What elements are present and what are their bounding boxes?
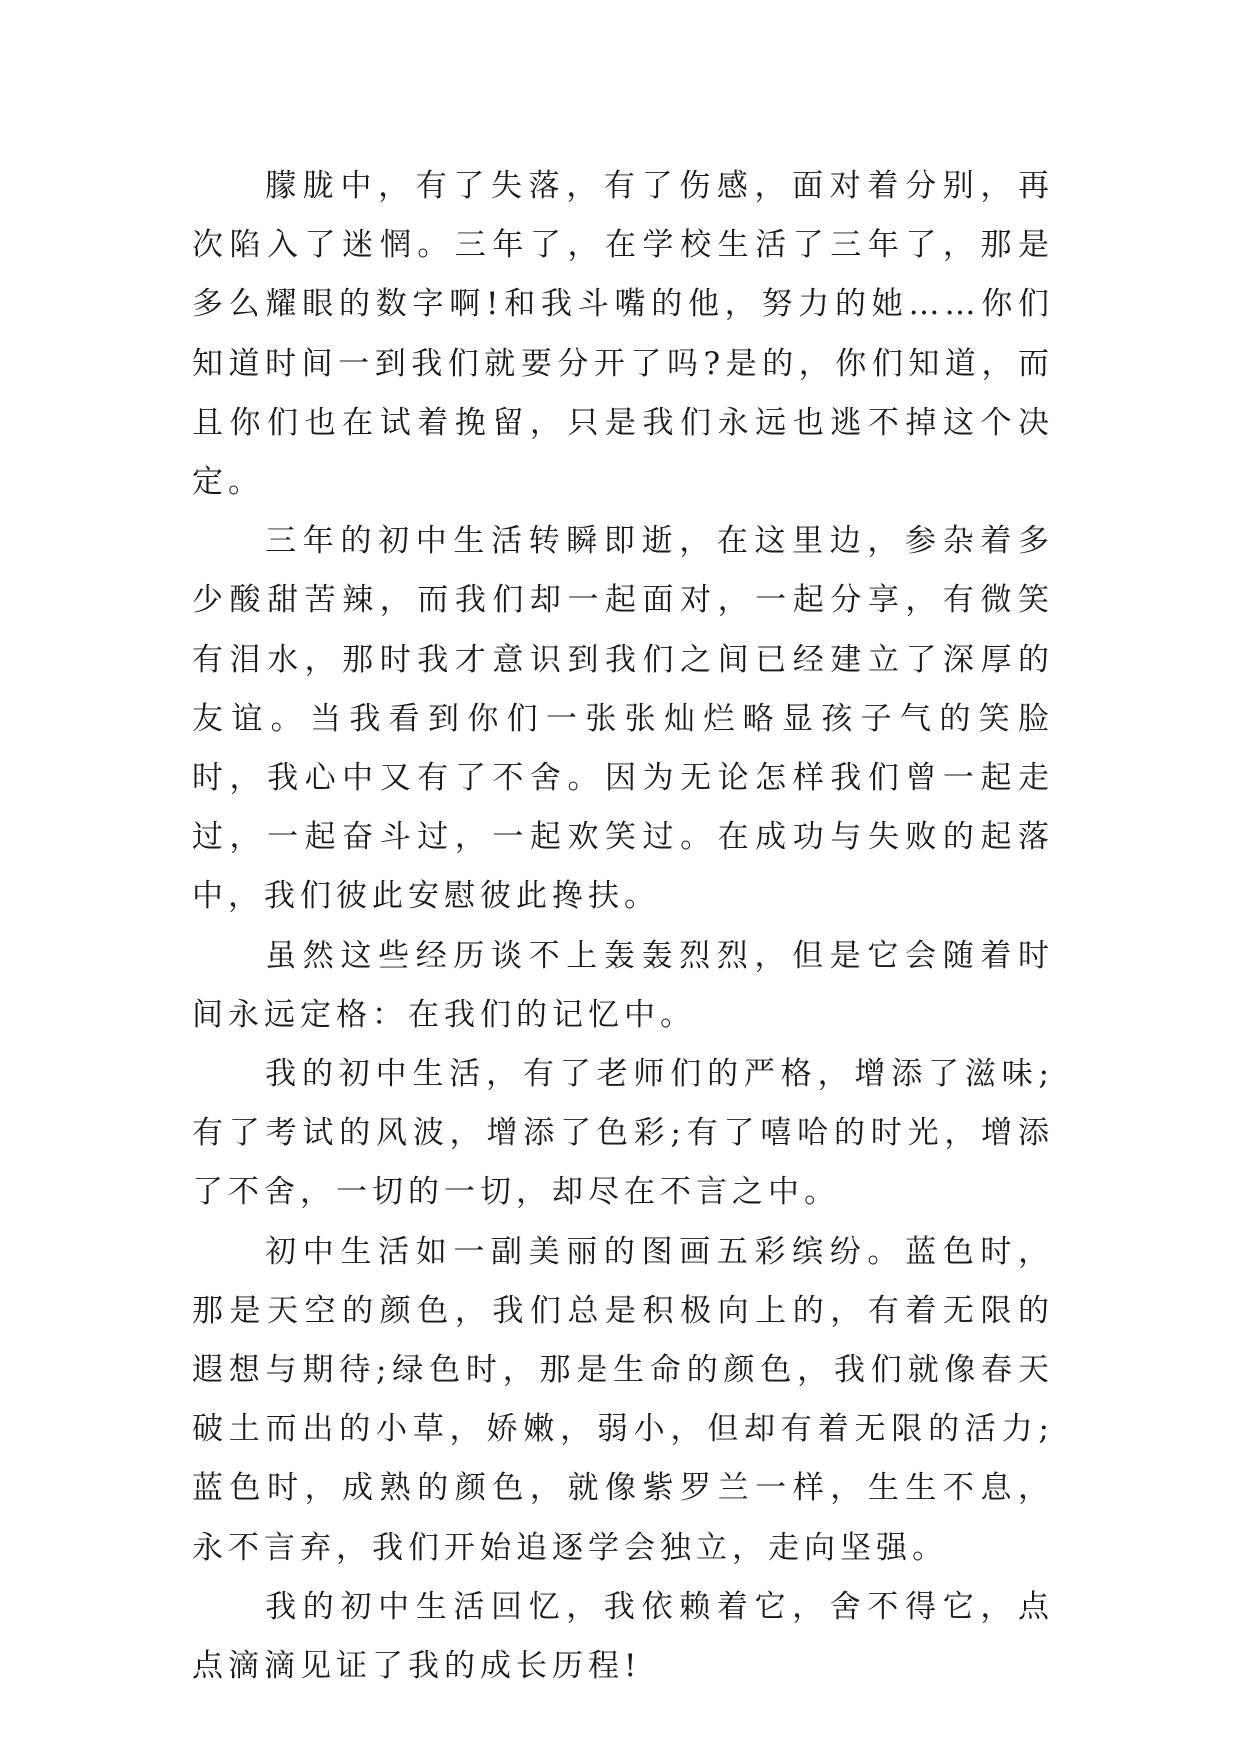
paragraph: 虽然这些经历谈不上轰轰烈烈，但是它会随着时间永远定格：在我们的记忆中。	[192, 937, 1054, 1033]
paragraph: 我的初中生活回忆，我依赖着它，舍不得它，点点滴滴见证了我的成长历程!	[192, 1588, 1054, 1685]
document-body	[192, 157, 1054, 1696]
paragraph: 朦胧中，有了失落，有了伤感，面对着分别，再次陷入了迷惘。三年了，在学校生活了三年了，那是多么耀眼的数字啊!和我斗嘴的他，努力的她……你们知道时间一到我们就要分开了吗?是的，你们知道，而且你们也在试着挽留，只是我们永远也逃不掉这个决定。	[192, 168, 1054, 501]
paragraph: 初中生活如一副美丽的图画五彩缤纷。蓝色时，那是天空的颜色，我们总是积极向上的，有着无限的遐想与期待;绿色时，那是生命的颜色，我们就像春天破土而出的小草，娇嫩，弱小，但却有着无限的活力;蓝色时，成熟的颜色，就像紫罗兰一样，生生不息，永不言弃，我们开始追逐学会独立，走向坚强。	[192, 1233, 1054, 1566]
paragraph: 我的初中生活，有了老师们的严格，增添了滋味;有了考试的风波，增添了色彩;有了嘻哈的时光，增添了不舍，一切的一切，却尽在不言之中。	[192, 1056, 1054, 1211]
paragraph: 三年的初中生活转瞬即逝，在这里边，参杂着多少酸甜苦辣，而我们却一起面对，一起分享，有微笑有泪水，那时我才意识到我们之间已经建立了深厚的友谊。当我看到你们一张张灿烂略显孩子气的笑脸时，我心中又有了不舍。因为无论怎样我们曾一起走过，一起奋斗过，一起欢笑过。在成功与失败的起落中，我们彼此安慰彼此搀扶。	[192, 523, 1054, 915]
